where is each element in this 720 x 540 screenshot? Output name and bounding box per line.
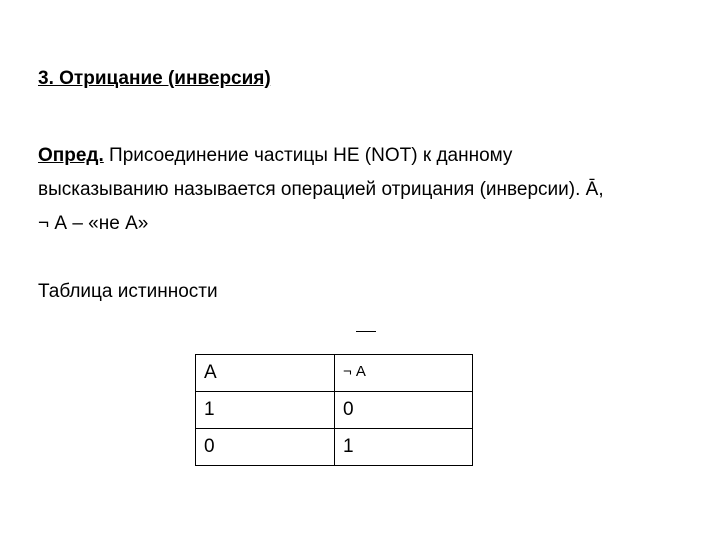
truth-table-header-not-a: ¬ А [335,355,473,392]
truth-table-cell: 0 [335,392,473,429]
definition-paragraph [38,139,708,241]
truth-table [195,354,473,466]
truth-table-cell: 0 [196,429,335,466]
definition-line-2: высказыванию называется операцией отрицания (инверсии). Ā, [38,179,604,200]
overline-mark [356,331,376,332]
truth-table-header-a: А [196,355,335,392]
truth-table-title: Таблица истинности [38,281,218,302]
truth-table-cell: 1 [196,392,335,429]
definition-line-1-text: Присоединение частицы НЕ (NOT) к данному [103,145,513,166]
truth-table-header-row [196,355,473,392]
truth-table-row [196,392,473,429]
definition-line-1 [38,139,708,173]
truth-table-cell: 1 [335,429,473,466]
slide-heading: 3. Отрицание (инверсия) [38,68,271,89]
definition-label: Опред. [38,145,104,166]
definition-line-3: ¬ А – «не А» [38,213,149,234]
truth-table-row [196,429,473,466]
